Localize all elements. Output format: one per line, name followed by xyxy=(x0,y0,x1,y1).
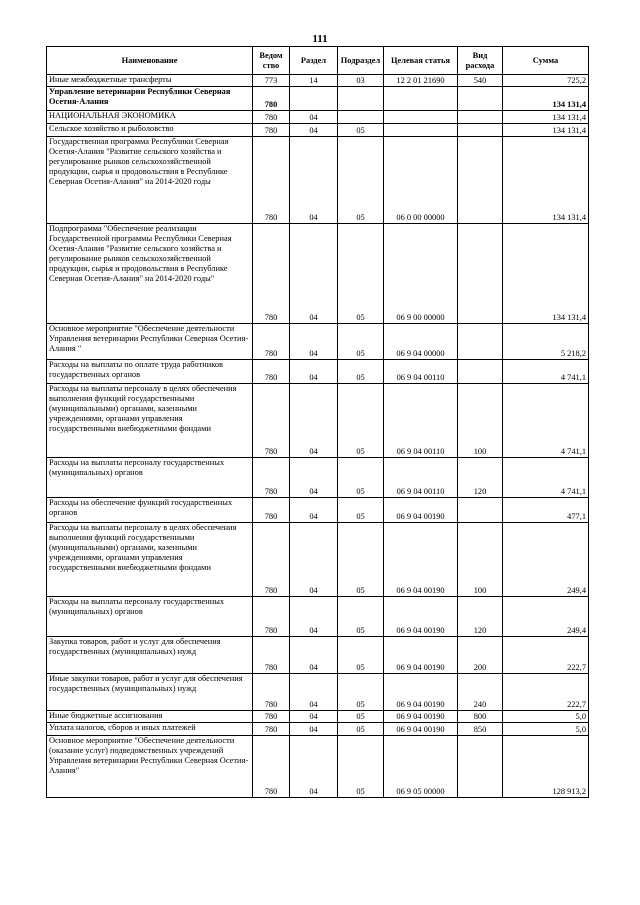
table-row xyxy=(47,137,589,224)
row-name: Управление ветеринарии Республики Северная Осетия-Алания xyxy=(47,87,253,111)
row-name: Сельское хозяйство и рыболовство xyxy=(47,124,253,137)
row-ministry: 780 xyxy=(253,137,290,224)
row-name: Расходы на выплаты персоналу государственных (муниципальных) органов xyxy=(47,597,253,637)
table-row xyxy=(47,736,589,798)
row-subsection: 05 xyxy=(338,674,384,711)
row-name: Расходы на выплаты персоналу в целях обеспечения выполнения функций государственными (муниципальными) органами, казенными учреждениями, органами управления государственными внебюджетными фондами xyxy=(47,384,253,458)
row-section: 14 xyxy=(290,75,338,87)
row-name: Расходы на обеспечение функций государственных органов xyxy=(47,498,253,523)
header-sum: Сумма xyxy=(503,47,589,75)
row-subsection: 05 xyxy=(338,736,384,798)
row-sum: 4 741,1 xyxy=(503,360,589,384)
row-subsection: 05 xyxy=(338,523,384,597)
row-section xyxy=(290,87,338,111)
table-row xyxy=(47,75,589,87)
row-name: Закупка товаров, работ и услуг для обеспечения государственных (муниципальных) нужд xyxy=(47,637,253,674)
row-section: 04 xyxy=(290,384,338,458)
row-expense-type xyxy=(458,124,503,137)
row-section: 04 xyxy=(290,224,338,324)
table-row xyxy=(47,324,589,360)
row-subsection: 05 xyxy=(338,224,384,324)
row-target: 06 9 04 00190 xyxy=(384,498,458,523)
row-expense-type xyxy=(458,324,503,360)
row-expense-type: 120 xyxy=(458,597,503,637)
table-row xyxy=(47,111,589,124)
row-target: 06 9 04 00110 xyxy=(384,384,458,458)
row-target: 06 9 05 00000 xyxy=(384,736,458,798)
table-row xyxy=(47,87,589,111)
row-expense-type: 800 xyxy=(458,711,503,723)
row-name: НАЦИОНАЛЬНАЯ ЭКОНОМИКА xyxy=(47,111,253,124)
row-subsection: 05 xyxy=(338,458,384,498)
row-target: 06 9 04 00190 xyxy=(384,711,458,723)
row-expense-type: 850 xyxy=(458,723,503,736)
row-name: Расходы на выплаты персоналу государственных (муниципальных) органов xyxy=(47,458,253,498)
row-subsection: 05 xyxy=(338,498,384,523)
row-sum: 222,7 xyxy=(503,674,589,711)
header-name: Наименование xyxy=(47,47,253,75)
table-row xyxy=(47,124,589,137)
row-sum: 5,0 xyxy=(503,723,589,736)
row-sum: 5,0 xyxy=(503,711,589,723)
row-target: 06 9 04 00190 xyxy=(384,723,458,736)
header-section: Раздел xyxy=(290,47,338,75)
header-target: Целевая статья xyxy=(384,47,458,75)
row-section: 04 xyxy=(290,674,338,711)
row-ministry: 780 xyxy=(253,458,290,498)
row-ministry: 773 xyxy=(253,75,290,87)
row-ministry: 780 xyxy=(253,224,290,324)
row-name: Подпрограмма "Обеспечение реализации Государственной программы Республики Северная Осетия-Алания "Развитие сельского хозяйства и регулирование рынков сельскохозяйственной продукции, сырья и продовольствия в Республике Северная Осетия-Алания" на 2014-2020 годы" xyxy=(47,224,253,324)
row-section: 04 xyxy=(290,637,338,674)
row-subsection: 05 xyxy=(338,637,384,674)
row-section: 04 xyxy=(290,360,338,384)
row-target: 12 2 01 21690 xyxy=(384,75,458,87)
row-target xyxy=(384,87,458,111)
row-target xyxy=(384,124,458,137)
row-sum: 134 131,4 xyxy=(503,87,589,111)
row-sum: 4 741,1 xyxy=(503,384,589,458)
row-section: 04 xyxy=(290,723,338,736)
row-target: 06 9 04 00110 xyxy=(384,360,458,384)
row-target: 06 0 00 00000 xyxy=(384,137,458,224)
row-target: 06 9 04 00190 xyxy=(384,523,458,597)
row-section: 04 xyxy=(290,523,338,597)
row-section: 04 xyxy=(290,498,338,523)
row-target: 06 9 04 00190 xyxy=(384,637,458,674)
row-subsection: 05 xyxy=(338,324,384,360)
row-section: 04 xyxy=(290,124,338,137)
budget-table xyxy=(46,46,589,798)
row-subsection: 05 xyxy=(338,723,384,736)
table-row xyxy=(47,360,589,384)
row-expense-type: 100 xyxy=(458,523,503,597)
row-name: Иные бюджетные ассигнования xyxy=(47,711,253,723)
row-sum: 477,1 xyxy=(503,498,589,523)
row-ministry: 780 xyxy=(253,360,290,384)
row-section: 04 xyxy=(290,137,338,224)
row-expense-type xyxy=(458,736,503,798)
table-row xyxy=(47,637,589,674)
row-target: 06 9 04 00000 xyxy=(384,324,458,360)
row-name: Основное мероприятие "Обеспечение деятельности (оказание услуг) подведомственных учреждений Управления ветеринарии Республики Северная Осетия-Алания" xyxy=(47,736,253,798)
row-expense-type xyxy=(458,111,503,124)
table-row xyxy=(47,458,589,498)
row-sum: 249,4 xyxy=(503,523,589,597)
page-number: 111 xyxy=(312,33,328,45)
row-expense-type xyxy=(458,137,503,224)
row-expense-type xyxy=(458,224,503,324)
row-subsection: 03 xyxy=(338,75,384,87)
row-name: Иные межбюджетные трансферты xyxy=(47,75,253,87)
header-subsection: Подраздел xyxy=(338,47,384,75)
row-section: 04 xyxy=(290,597,338,637)
row-subsection: 05 xyxy=(338,360,384,384)
row-subsection xyxy=(338,111,384,124)
row-sum: 222,7 xyxy=(503,637,589,674)
row-section: 04 xyxy=(290,711,338,723)
header-expense-type: Вид расхода xyxy=(458,47,503,75)
row-subsection: 05 xyxy=(338,597,384,637)
row-subsection: 05 xyxy=(338,124,384,137)
row-ministry: 780 xyxy=(253,523,290,597)
row-ministry: 780 xyxy=(253,597,290,637)
row-expense-type xyxy=(458,87,503,111)
row-expense-type: 240 xyxy=(458,674,503,711)
table-row xyxy=(47,674,589,711)
row-sum: 5 218,2 xyxy=(503,324,589,360)
row-section: 04 xyxy=(290,736,338,798)
row-ministry: 780 xyxy=(253,498,290,523)
row-name: Уплата налогов, сборов и иных платежей xyxy=(47,723,253,736)
row-ministry: 780 xyxy=(253,637,290,674)
table-row xyxy=(47,498,589,523)
row-ministry: 780 xyxy=(253,723,290,736)
row-sum: 134 131,4 xyxy=(503,111,589,124)
row-ministry: 780 xyxy=(253,111,290,124)
table-row xyxy=(47,384,589,458)
header-row xyxy=(47,47,589,75)
table-row xyxy=(47,723,589,736)
row-subsection: 05 xyxy=(338,137,384,224)
row-target: 06 9 04 00110 xyxy=(384,458,458,498)
row-ministry: 780 xyxy=(253,87,290,111)
row-section: 04 xyxy=(290,111,338,124)
row-name: Основное мероприятие "Обеспечение деятельности Управления ветеринарии Республики Северная Осетия-Алания " xyxy=(47,324,253,360)
row-target: 06 9 04 00190 xyxy=(384,597,458,637)
row-target: 06 9 00 00000 xyxy=(384,224,458,324)
row-name: Расходы на выплаты по оплате труда работников государственных органов xyxy=(47,360,253,384)
row-sum: 134 131,4 xyxy=(503,224,589,324)
table-row xyxy=(47,224,589,324)
row-expense-type: 540 xyxy=(458,75,503,87)
row-sum: 128 913,2 xyxy=(503,736,589,798)
row-sum: 4 741,1 xyxy=(503,458,589,498)
row-name: Иные закупки товаров, работ и услуг для обеспечения государственных (муниципальных) нужд xyxy=(47,674,253,711)
row-ministry: 780 xyxy=(253,711,290,723)
row-expense-type: 200 xyxy=(458,637,503,674)
row-ministry: 780 xyxy=(253,736,290,798)
row-sum: 249,4 xyxy=(503,597,589,637)
row-section: 04 xyxy=(290,458,338,498)
row-subsection: 05 xyxy=(338,711,384,723)
row-sum: 725,2 xyxy=(503,75,589,87)
row-expense-type: 120 xyxy=(458,458,503,498)
row-sum: 134 131,4 xyxy=(503,124,589,137)
row-expense-type: 100 xyxy=(458,384,503,458)
table-row xyxy=(47,711,589,723)
row-ministry: 780 xyxy=(253,384,290,458)
row-target: 06 9 04 00190 xyxy=(384,674,458,711)
row-target xyxy=(384,111,458,124)
row-expense-type xyxy=(458,360,503,384)
table-row xyxy=(47,523,589,597)
row-name: Государственная программа Республики Северная Осетия-Алания "Развитие сельского хозяйства и регулирование рынков сельскохозяйственной продукции, сырья и продовольствия в Республике Северная Осетия-Алания" на 2014-2020 годы xyxy=(47,137,253,224)
row-section: 04 xyxy=(290,324,338,360)
row-ministry: 780 xyxy=(253,324,290,360)
header-ministry: Ведом ство xyxy=(253,47,290,75)
table-row xyxy=(47,597,589,637)
row-subsection: 05 xyxy=(338,384,384,458)
row-expense-type xyxy=(458,498,503,523)
row-subsection xyxy=(338,87,384,111)
row-sum: 134 131,4 xyxy=(503,137,589,224)
row-ministry: 780 xyxy=(253,674,290,711)
row-name: Расходы на выплаты персоналу в целях обеспечения выполнения функций государственными (муниципальными) органами, казенными учреждениями, органами управления государственными внебюджетными фондами xyxy=(47,523,253,597)
row-ministry: 780 xyxy=(253,124,290,137)
